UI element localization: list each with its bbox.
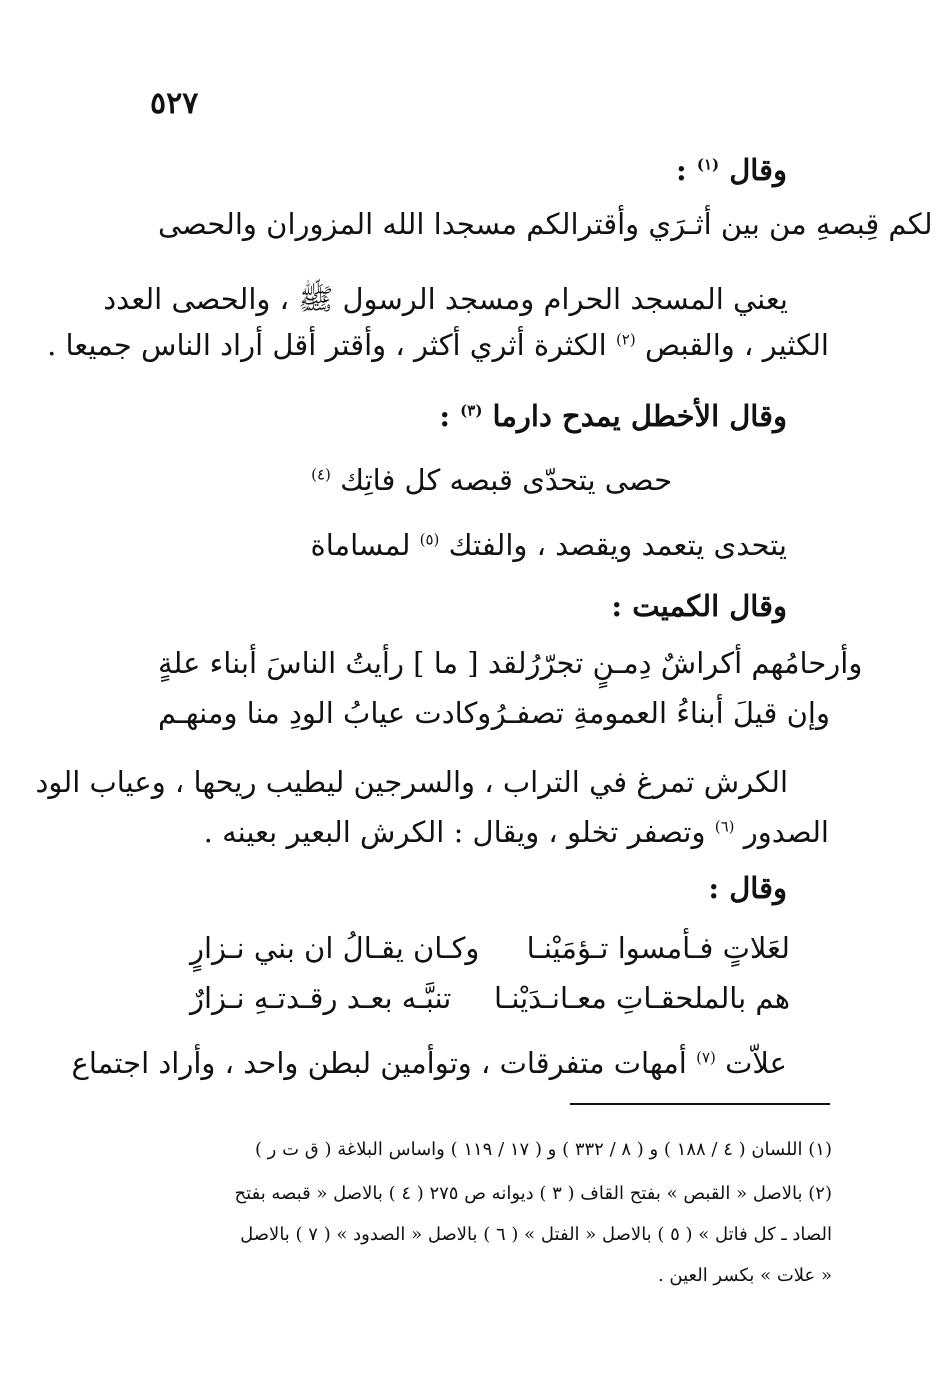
verse-line <box>158 204 933 244</box>
verse-second-half: لعَلاتٍ فـأمسوا تـؤمَيْنـا <box>526 931 790 965</box>
verse-second-half: وإن قيلَ أبناءُ العمومةِ تصفـرُ <box>491 696 830 730</box>
prose-segment: يتحدى يتعمد ويقصد ، والفتك <box>448 528 787 562</box>
verse-second-half: لكم قِبصهِ من بين أثـرَي وأقترا <box>570 207 933 241</box>
verse-line <box>158 693 830 733</box>
verse-second-half: وأرحامُهم أكراشٌ دِمـنٍ تجرّرُ <box>526 646 863 680</box>
half-verse <box>311 460 672 500</box>
footnote-line: « علات » بكسر العين . <box>657 1265 832 1286</box>
heading-text: وقال الأخطل يمدح دارما <box>492 399 787 433</box>
verse-line <box>190 978 790 1018</box>
footnote-separator <box>570 1103 830 1105</box>
prose-line <box>311 525 787 565</box>
footnote-ref: (٥) <box>419 530 440 549</box>
footnote-ref: (١) <box>696 155 720 174</box>
footnote-ref: (٤) <box>311 465 331 484</box>
prose-line <box>72 1043 787 1083</box>
verse-second-half: هم بالملحقـاتِ معـانـدَيْنـا <box>494 981 790 1015</box>
prose-line: الكرش تمرغ في التراب ، والسرجين ليطيب ريحها ، وعياب الود <box>35 765 788 799</box>
footnote-ref: (٦) <box>714 817 735 836</box>
prose-segment: الصدور <box>743 815 829 849</box>
verse-first-half: وكادت عيابُ الودِ منا ومنهـم <box>158 696 492 730</box>
prose-segment: لمساماة <box>310 528 411 562</box>
prose-segment: أمهات متفرقات ، وتوأمين لبطن واحد ، وأراد اجتماع <box>71 1046 687 1080</box>
verse-line <box>190 928 790 968</box>
verse-first-half: لقد [ ما ] رأيتُ الناسَ أبناء علةٍ <box>158 646 527 680</box>
heading-qala-1 <box>676 150 787 190</box>
heading-qala-2: وقال : <box>708 871 787 905</box>
heading-text: وقال <box>729 153 787 187</box>
prose-segment: الكثرة أثري أكثر ، وأقتر أقل أراد الناس جميعا . <box>47 328 607 362</box>
verse-line <box>158 643 863 683</box>
footnote-ref: (٢) <box>615 330 636 349</box>
verse-first-half: لكم مسجدا الله المزوران والحصى <box>158 207 571 241</box>
footnote-ref: (٧) <box>696 1048 716 1067</box>
heading-colon: : <box>676 153 687 187</box>
half-verse-text: حصى يتحدّى قبصه كل فاتِك <box>340 463 672 497</box>
prose-segment: علاّت <box>725 1046 787 1080</box>
footnote-ref: (٣) <box>460 401 483 420</box>
prose-segment: وتصفر تخلو ، ويقال : الكرش البعير بعينه . <box>203 815 706 849</box>
verse-first-half: تنبَّـه بعـد رقـدتـهِ نـزارٌ <box>190 981 452 1015</box>
heading-akhtal <box>439 396 787 436</box>
prose-line: يعني المسجد الحرام ومسجد الرسول ﷺ ، والحصى العدد <box>103 282 788 316</box>
heading-colon: : <box>439 399 451 433</box>
verse-first-half: وكـان يقـالُ ان بني نـزارٍ <box>190 931 480 965</box>
heading-kumait: وقال الكميت : <box>611 589 787 623</box>
prose-line <box>204 812 829 852</box>
footnote-line: (٢) بالاصل « القبص » بفتح القاف ( ٣ ) ديوانه ص ٢٧٥ ( ٤ ) بالاصل « قبصه بفتح <box>234 1183 832 1204</box>
prose-line <box>47 325 829 365</box>
prose-segment: الكثير ، والقبص <box>644 328 829 362</box>
footnote-line: (١) اللسان ( ٤ / ١٨٨ ) و ( ٨ / ٣٣٢ ) و ( ١٧ / ١١٩ ) واساس البلاغة ( ق ت ر ) <box>254 1139 832 1160</box>
page-number: ٥٢٧ <box>150 86 199 121</box>
footnote-line: الصاد ـ كل فاتل » ( ٥ ) بالاصل « الفتل » ( ٦ ) بالاصل « الصدود » ( ٧ ) بالاصل <box>240 1224 832 1245</box>
